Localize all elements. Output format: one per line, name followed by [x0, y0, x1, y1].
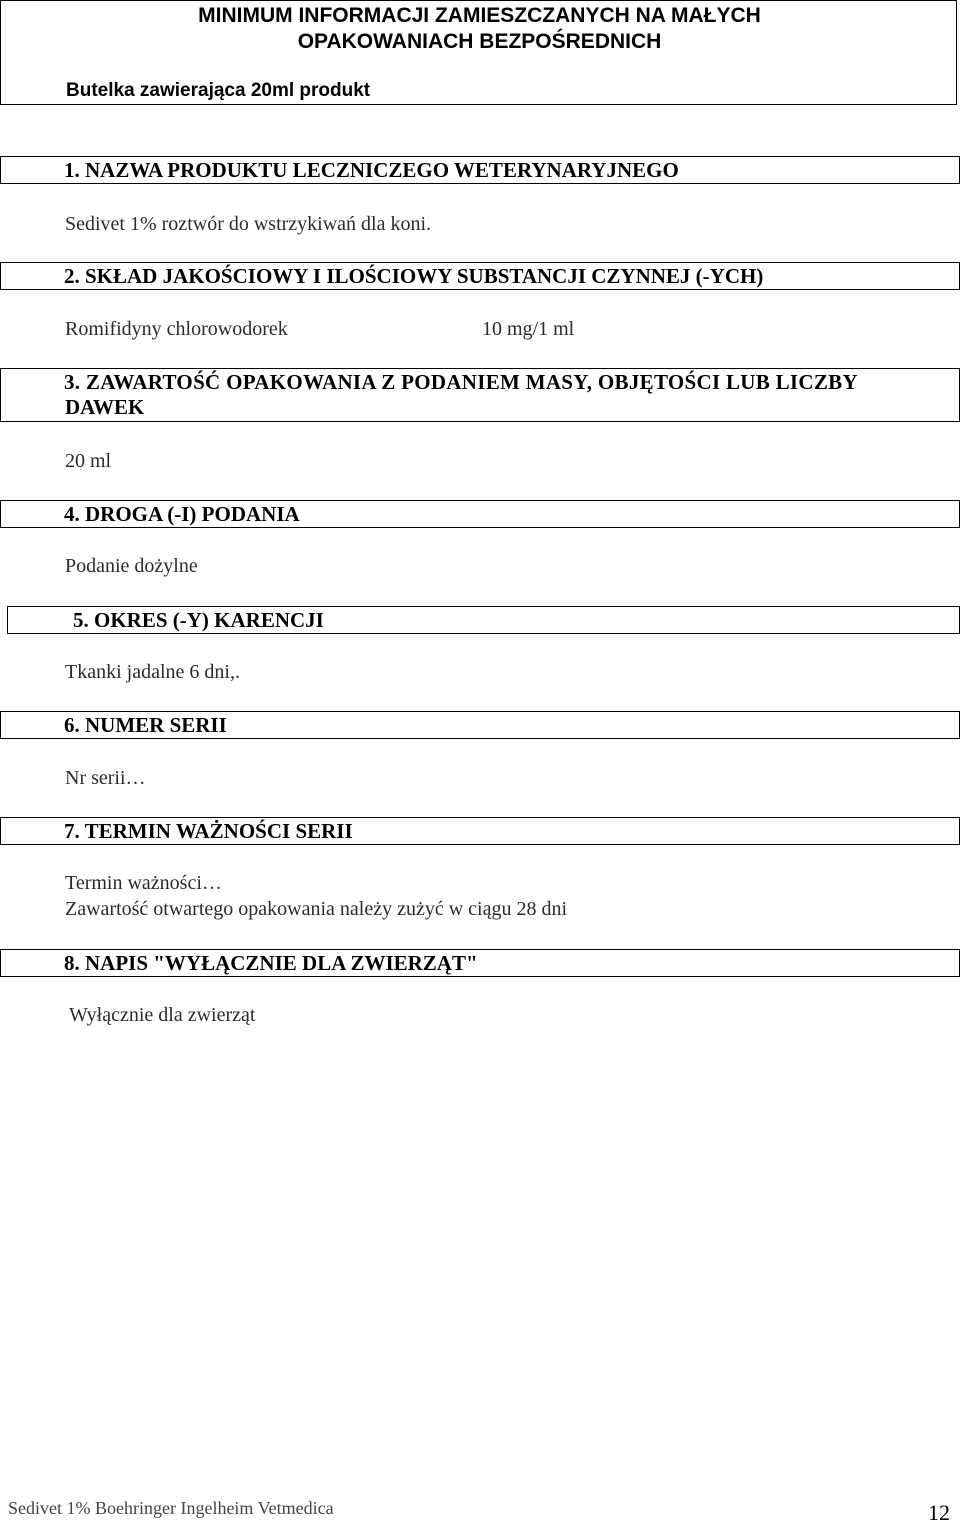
- footer-text: Sedivet 1% Boehringer Ingelheim Vetmedica: [8, 1498, 334, 1518]
- section-5-heading: 5. OKRES (-Y) KARENCJI: [7, 606, 960, 634]
- section-6-text: Nr serii…: [65, 767, 146, 789]
- section-4-text: Podanie dożylne: [65, 555, 198, 577]
- section-2-substance: Romifidyny chlorowodorek: [65, 318, 288, 340]
- section-6-heading: 6. NUMER SERII: [0, 711, 960, 739]
- section-1-text: Sedivet 1% roztwór do wstrzykiwań dla koni.: [65, 213, 432, 235]
- section-7-text-1: Termin ważności…: [65, 872, 222, 894]
- section-8-text: Wyłącznie dla zwierząt: [69, 1004, 256, 1026]
- section-3-heading-continuation: DAWEK: [65, 395, 145, 419]
- title-line-1: MINIMUM INFORMACJI ZAMIESZCZANYCH NA MAŁYCH: [198, 4, 761, 27]
- section-7-heading: 7. TERMIN WAŻNOŚCI SERII: [0, 817, 960, 845]
- section-4-heading: 4. DROGA (-I) PODANIA: [0, 500, 960, 528]
- page-subtitle: Butelka zawierająca 20ml produkt: [66, 80, 371, 101]
- section-3-text: 20 ml: [65, 450, 112, 472]
- section-2-heading: 2. SKŁAD JAKOŚCIOWY I ILOŚCIOWY SUBSTANCJI CZYNNEJ (-YCH): [0, 262, 960, 290]
- section-2-amount: 10 mg/1 ml: [482, 318, 575, 340]
- header-box: [0, 0, 957, 105]
- section-3-heading-line-1: 3. ZAWARTOŚĆ OPAKOWANIA Z PODANIEM MASY, OBJĘTOŚCI LUB LICZBY: [64, 370, 858, 394]
- section-1-heading: 1. NAZWA PRODUKTU LECZNICZEGO WETERYNARYJNEGO: [0, 156, 960, 184]
- section-7-text-2: Zawartość otwartego opakowania należy zużyć w ciągu 28 dni: [65, 898, 568, 920]
- section-8-heading: 8. NAPIS "WYŁĄCZNIE DLA ZWIERZĄT": [0, 949, 960, 977]
- page-number: 12: [928, 1500, 950, 1525]
- section-3-heading-line-2: [1, 395, 959, 421]
- page-title: [1, 3, 958, 55]
- title-line-2: OPAKOWANIACH BEZPOŚREDNICH: [297, 30, 662, 53]
- section-5-text: Tkanki jadalne 6 dni,.: [65, 661, 240, 683]
